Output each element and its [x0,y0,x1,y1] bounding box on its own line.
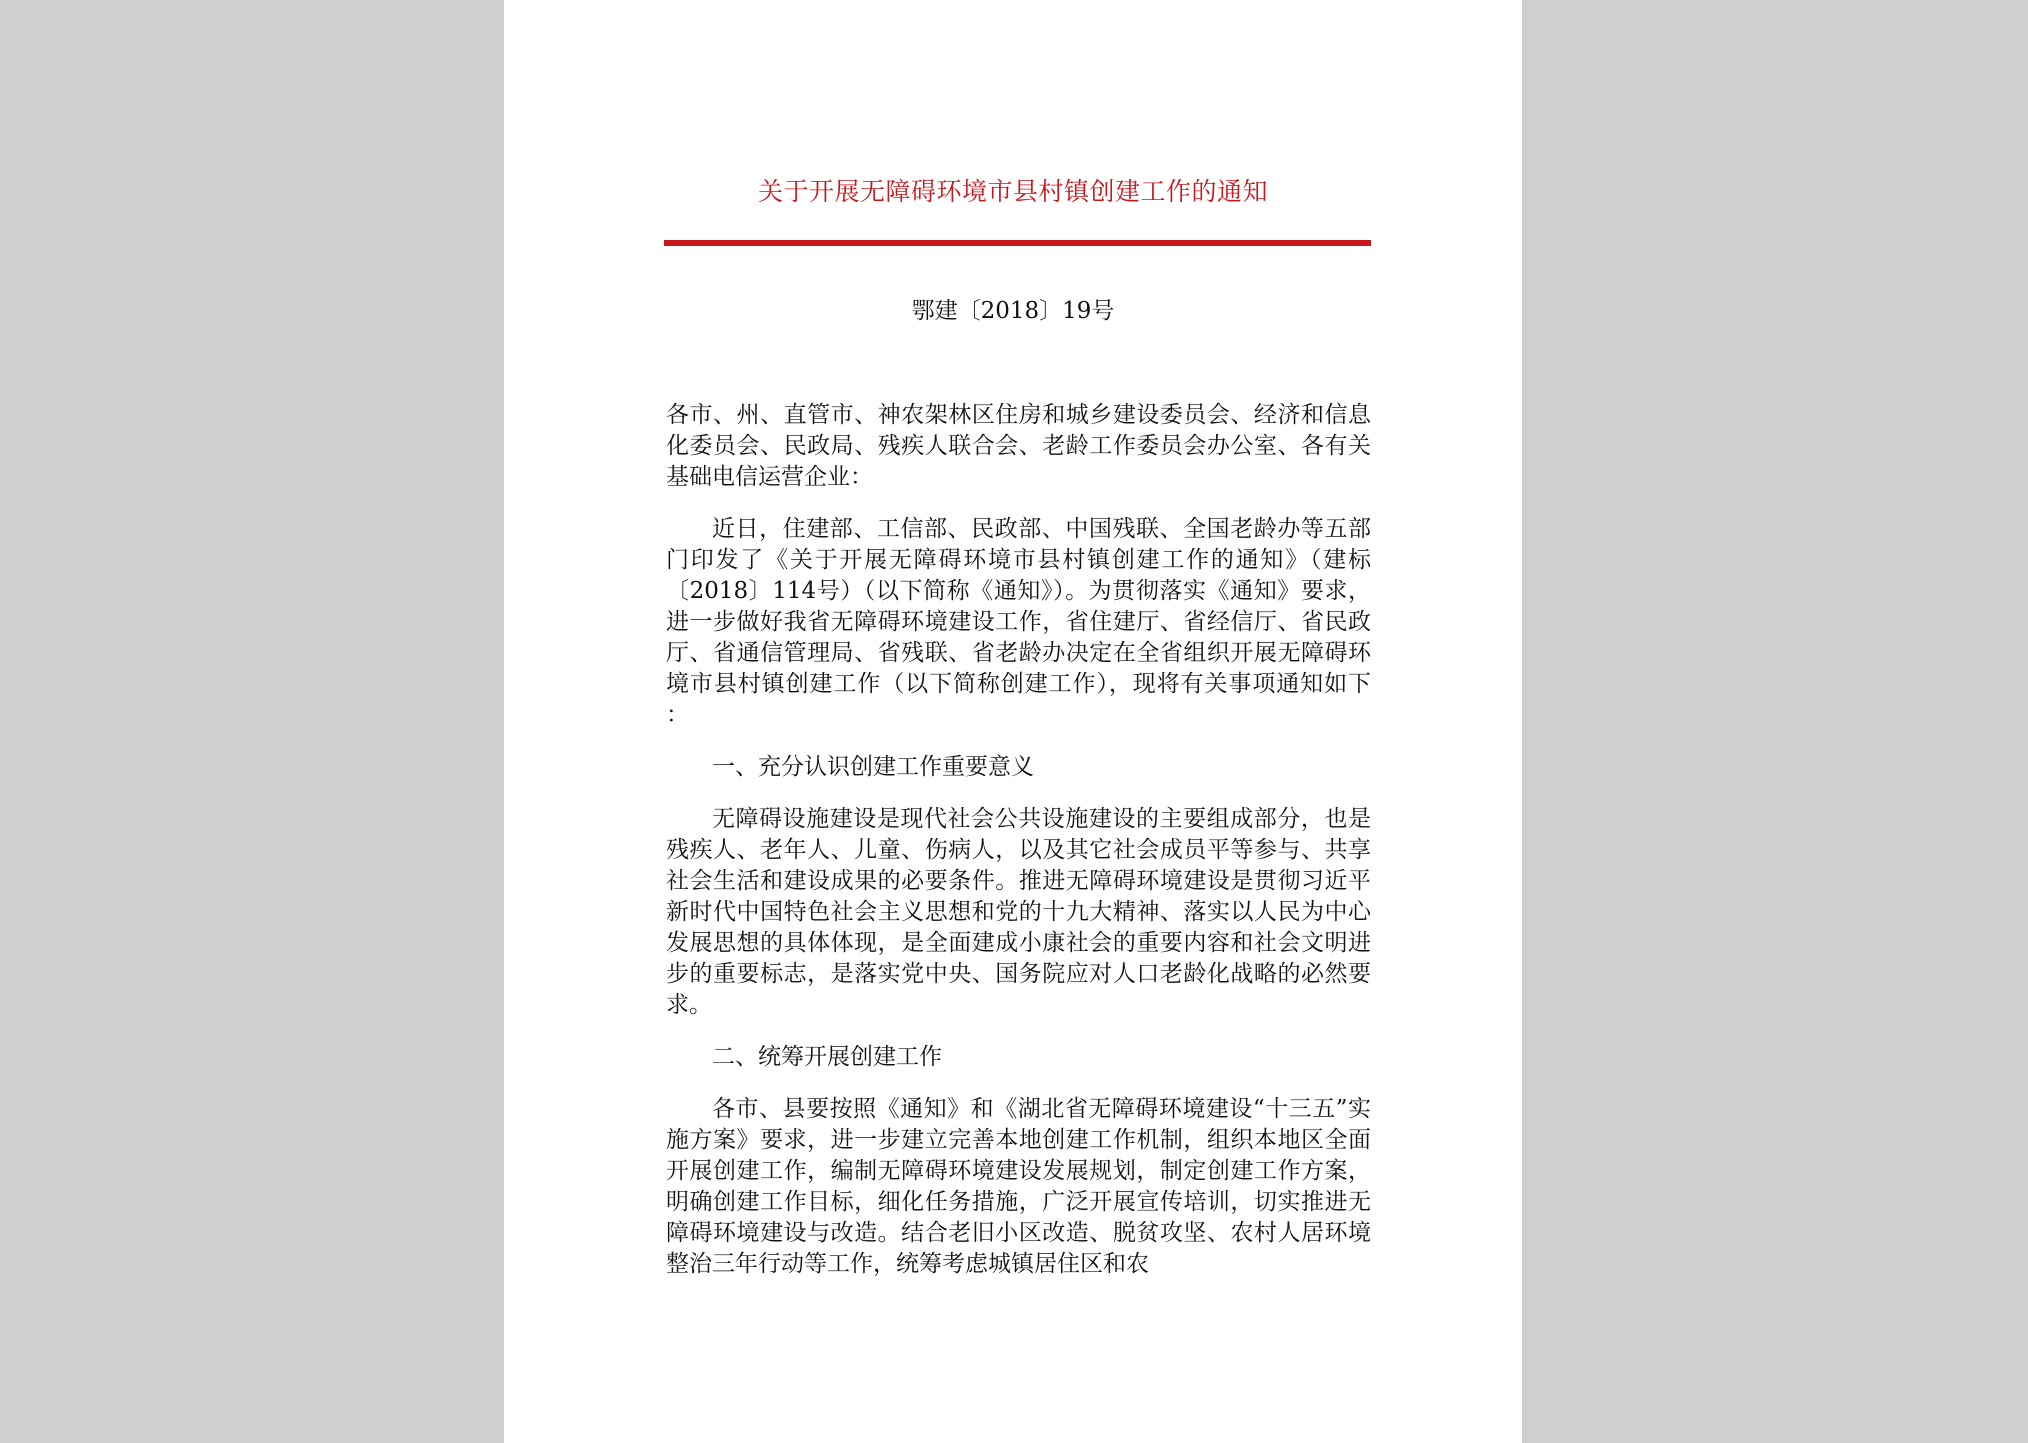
document-title: 关于开展无障碍环境市县村镇创建工作的通知 [757,177,1268,206]
document-number: 鄂建〔2018〕19号 [911,298,1115,324]
red-header-rule [664,240,1371,246]
document-body [666,400,1371,1301]
addressee-paragraph: 各市、州、直管市、神农架林区住房和城乡建设委员会、经济和信息化委员会、民政局、残疾人联合会、老龄工作委员会办公室、各有关基础电信运营企业： [666,402,1371,490]
section-heading-2: 二、统筹开展创建工作 [712,1044,942,1070]
intro-paragraph: 近日，住建部、工信部、民政部、中国残联、全国老龄办等五部门印发了《关于开展无障碍环境市县村镇创建工作的通知》（建标〔2018〕114号）（以下简称《通知》）。为贯彻落实《通知》要求，进一步做好我省无障碍环境建设工作，省住建厅、省经信厅、省民政厅、省通信管理局、省残联、省老龄办决定在全省组织开展无障碍环境市县村镇创建工作（以下简称创建工作），现将有关事项通知如下 ： [666,516,1371,728]
section-1-paragraph: 无障碍设施建设是现代社会公共设施建设的主要组成部分，也是残疾人、老年人、儿童、伤病人，以及其它社会成员平等参与、共享社会生活和建设成果的必要条件。推进无障碍环境建设是贯彻习近平新时代中国特色社会主义思想和党的十九大精神、落实以人民为中心发展思想的具体体现，是全面建成小康社会的重要内容和社会文明进步的重要标志，是落实党中央、国务院应对人口老龄化战略的必然要求。 [666,806,1371,1018]
section-heading-1: 一、充分认识创建工作重要意义 [712,754,1034,780]
document-page [504,0,1522,1443]
section-2-paragraph: 各市、县要按照《通知》和《湖北省无障碍环境建设“十三五”实施方案》要求，进一步建立完善本地创建工作机制，组织本地区全面开展创建工作，编制无障碍环境建设发展规划，制定创建工作方案，明确创建工作目标，细化任务措施，广泛开展宣传培训，切实推进无障碍环境建设与改造。结合老旧小区改造、脱贫攻坚、农村人居环境整治三年行动等工作，统筹考虑城镇居住区和农 [666,1096,1371,1277]
